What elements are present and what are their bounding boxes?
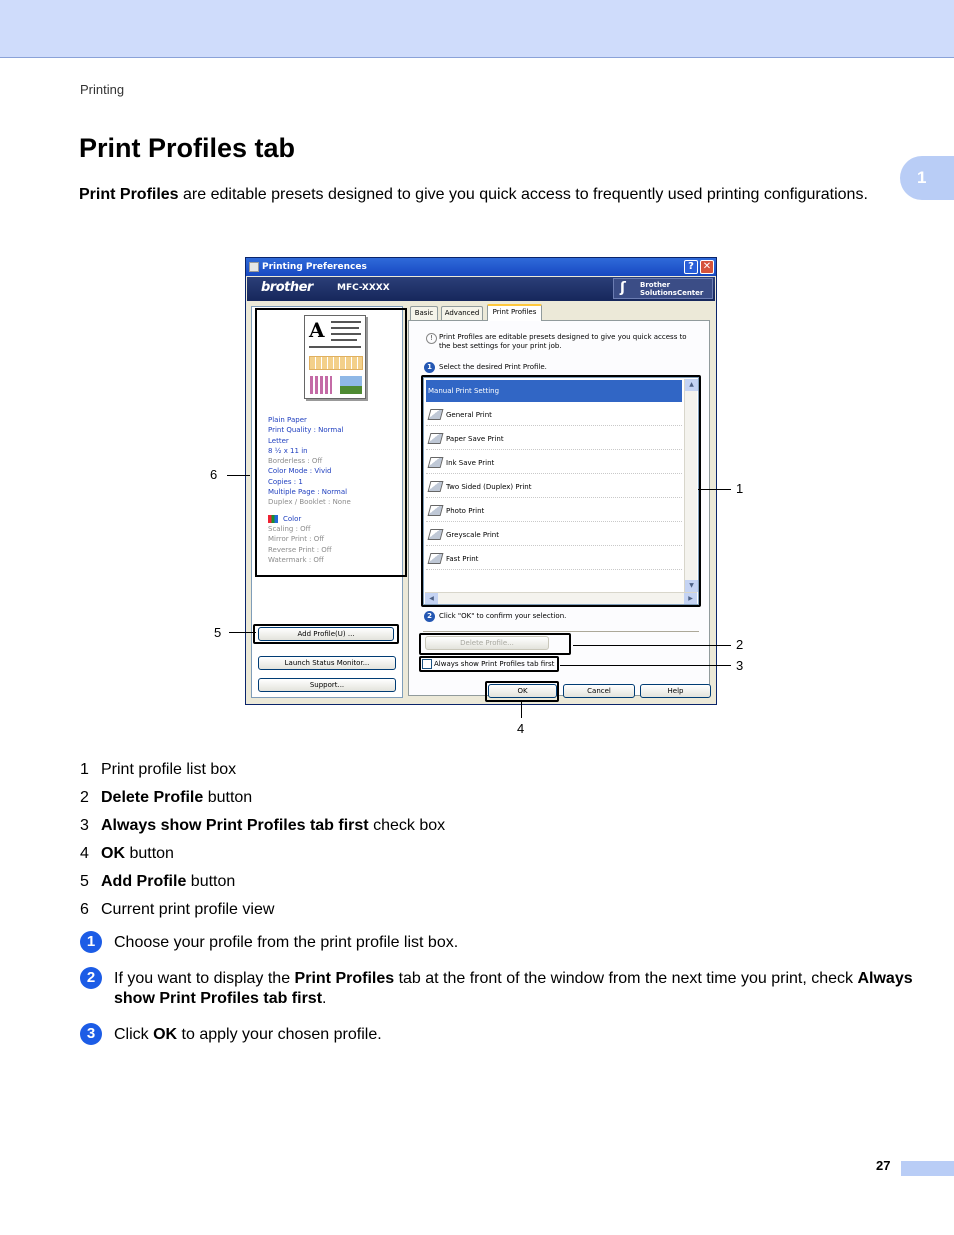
printer-icon — [249, 262, 259, 272]
page-title: Print Profiles tab — [79, 133, 296, 163]
profile-item-photo[interactable] — [426, 500, 682, 522]
profile-label: Greyscale Print — [446, 531, 499, 539]
profile-item-ink-save[interactable] — [426, 452, 682, 474]
solutions-line2: SolutionsCenter — [640, 289, 704, 297]
preview-line — [331, 339, 357, 341]
legend-text: check box — [368, 817, 446, 834]
leader-1 — [698, 489, 731, 490]
color-setting — [268, 514, 351, 524]
leader-2 — [573, 645, 731, 646]
callout-5: 5 — [214, 625, 222, 640]
legend-row — [80, 812, 445, 840]
legend-text: button — [203, 789, 253, 806]
step-badge: 2 — [80, 967, 102, 989]
profile-icon — [428, 529, 444, 540]
legend-bold: Add Profile — [101, 873, 187, 890]
info-icon: ! — [426, 333, 437, 344]
profile-label: Photo Print — [446, 507, 485, 515]
tab-advanced[interactable]: Advanced — [441, 306, 483, 320]
callout-6: 6 — [210, 467, 218, 482]
profile-label: Fast Print — [446, 555, 479, 563]
cancel-button[interactable]: Cancel — [563, 684, 635, 698]
setting: Borderless : Off — [268, 457, 323, 466]
setting: 8 ½ x 11 in — [268, 446, 308, 455]
solutions-center-icon: ʃ — [620, 280, 626, 296]
current-profile-view — [255, 308, 407, 577]
legend-row — [80, 868, 445, 896]
close-icon[interactable]: ✕ — [700, 260, 714, 274]
info-description: Print Profiles are editable presets designed to give you quick access to the best settings for your print job. — [439, 333, 687, 350]
section-label: Printing — [80, 82, 125, 97]
setting: Print Quality : Normal — [268, 426, 344, 435]
step2-line — [423, 611, 566, 622]
step-part: . — [322, 990, 327, 1007]
preview-chart — [310, 376, 332, 394]
page-number: 27 — [876, 1158, 891, 1173]
step1-icon: 1 — [424, 362, 435, 373]
legend-row — [80, 784, 445, 812]
dialog-title: Printing Preferences — [262, 262, 367, 272]
legend-text: Print profile list box — [101, 761, 237, 778]
preview-letter-icon: A — [309, 318, 325, 342]
tab-print-profiles[interactable]: Print Profiles — [487, 304, 542, 321]
help-icon[interactable]: ? — [684, 260, 698, 274]
color-icon — [268, 515, 278, 523]
legend-number: 1 — [80, 761, 89, 778]
setting: Mirror Print : Off — [268, 535, 325, 544]
step-part-bold: OK — [153, 1026, 178, 1043]
add-profile-button[interactable]: Add Profile(U) ... — [258, 627, 394, 641]
callout-1: 1 — [736, 481, 744, 496]
setting: Watermark : Off — [268, 555, 324, 564]
preview-table — [309, 356, 363, 370]
leader-6 — [227, 475, 250, 476]
print-profile-list[interactable] — [423, 377, 699, 605]
ok-button[interactable]: OK — [488, 684, 557, 698]
document-preview — [304, 315, 366, 399]
step-text — [114, 1025, 914, 1045]
callout-3: 3 — [736, 658, 744, 673]
legend-bold: Delete Profile — [101, 789, 204, 806]
page-tab — [901, 1161, 954, 1176]
profile-icon — [428, 433, 444, 444]
step-badge: 1 — [80, 931, 102, 953]
profile-label: Paper Save Print — [446, 435, 504, 443]
checkbox-label: Always show Print Profiles tab first — [434, 660, 555, 668]
step-text — [114, 969, 914, 1009]
profile-icon — [428, 481, 444, 492]
delete-profile-button[interactable]: Delete Profile... — [425, 636, 549, 650]
solutions-center-button[interactable] — [613, 278, 713, 299]
chapter-tab: 1 — [900, 156, 954, 200]
legend-number: 4 — [80, 845, 89, 862]
setting: Reverse Print : Off — [268, 545, 332, 554]
profile-icon — [428, 409, 444, 420]
horizontal-scrollbar[interactable] — [425, 592, 697, 604]
printing-preferences-dialog — [245, 257, 717, 705]
callout-4: 4 — [517, 721, 525, 736]
step-part: tab at the front of the window from the next time you print, check — [394, 970, 858, 987]
checkbox-icon[interactable] — [422, 659, 432, 669]
step1-text: Select the desired Print Profile. — [439, 363, 547, 371]
setting: Scaling : Off — [268, 524, 311, 533]
print-profiles-panel — [408, 320, 710, 696]
profile-item-duplex[interactable] — [426, 476, 682, 498]
scroll-up-icon[interactable]: ▲ — [685, 379, 698, 391]
always-show-checkbox[interactable] — [421, 659, 554, 669]
left-panel — [251, 306, 403, 698]
profile-icon — [428, 457, 444, 468]
header-band — [0, 0, 954, 58]
setting: Multiple Page : Normal — [268, 488, 348, 497]
intro-text: are editable presets designed to give you quick access to frequently used printing configurations. — [178, 186, 868, 203]
leader-4 — [521, 702, 522, 718]
legend-bold: Always show Print Profiles tab first — [101, 817, 369, 834]
step2-icon: 2 — [424, 611, 435, 622]
profile-item-manual[interactable]: Manual Print Setting — [426, 380, 682, 402]
settings-summary — [268, 415, 351, 565]
dialog-titlebar — [246, 258, 716, 276]
profile-item-paper-save[interactable] — [426, 428, 682, 450]
legend-row — [80, 896, 445, 924]
brother-logo: brother — [261, 280, 313, 295]
callout-legend — [80, 756, 445, 924]
legend-number: 3 — [80, 817, 89, 834]
scroll-down-icon[interactable]: ▼ — [685, 580, 698, 592]
step-part: to apply your chosen profile. — [177, 1026, 382, 1043]
legend-bold: OK — [101, 845, 125, 862]
help-button[interactable]: Help — [640, 684, 711, 698]
step-part: Choose your profile from the print profile list box. — [114, 934, 459, 951]
launch-status-monitor-button[interactable]: Launch Status Monitor... — [258, 656, 396, 670]
model-name: MFC-XXXX — [337, 283, 390, 293]
brand-bar — [247, 277, 715, 301]
solutions-line1: Brother — [640, 281, 671, 289]
step-part-bold: Always show Print Profiles tab first — [114, 970, 913, 1007]
legend-row — [80, 840, 445, 868]
profile-label: General Print — [446, 411, 492, 419]
step2-text: Click "OK" to confirm your selection. — [439, 612, 567, 620]
preview-line — [331, 321, 361, 323]
setting: Copies : 1 — [268, 477, 303, 486]
profile-icon — [428, 553, 444, 564]
legend-text: Current print profile view — [101, 901, 275, 918]
step1-line — [423, 362, 547, 373]
preview-line — [331, 327, 359, 329]
intro-bold: Print Profiles — [79, 186, 179, 203]
callout-2: 2 — [736, 637, 744, 652]
legend-text: button — [125, 845, 174, 862]
profile-item-general[interactable] — [426, 404, 682, 426]
intro-paragraph — [79, 185, 879, 205]
profile-item-greyscale[interactable] — [426, 524, 682, 546]
leader-3 — [560, 665, 731, 666]
legend-row — [80, 756, 445, 784]
legend-text: button — [186, 873, 236, 890]
support-button[interactable]: Support... — [258, 678, 396, 692]
info-text — [423, 333, 693, 351]
preview-line — [331, 333, 361, 335]
legend-number: 5 — [80, 873, 89, 890]
tab-basic[interactable]: Basic — [410, 306, 438, 320]
step-part: If you want to display the — [114, 970, 295, 987]
legend-number: 6 — [80, 901, 89, 918]
step-text — [114, 933, 914, 953]
separator — [423, 631, 699, 632]
scroll-left-icon[interactable]: ◀ — [425, 593, 438, 604]
legend-number: 2 — [80, 789, 89, 806]
vertical-scrollbar[interactable] — [684, 379, 697, 592]
preview-photo — [340, 376, 362, 394]
preview-line — [309, 346, 361, 348]
profile-icon — [428, 505, 444, 516]
step-badge: 3 — [80, 1023, 102, 1045]
color-label: Color — [283, 514, 302, 523]
leader-5 — [229, 632, 256, 633]
setting: Plain Paper — [268, 416, 307, 424]
setting: Letter — [268, 436, 289, 445]
setting: Duplex / Booklet : None — [268, 498, 351, 507]
step-part-bold: Print Profiles — [294, 970, 395, 987]
profile-label: Two Sided (Duplex) Print — [446, 483, 532, 491]
profile-label: Ink Save Print — [446, 459, 495, 467]
profile-item-fast[interactable] — [426, 548, 682, 570]
setting: Color Mode : Vivid — [268, 467, 332, 476]
step-part: Click — [114, 1026, 154, 1043]
scroll-right-icon[interactable]: ▶ — [684, 593, 697, 604]
